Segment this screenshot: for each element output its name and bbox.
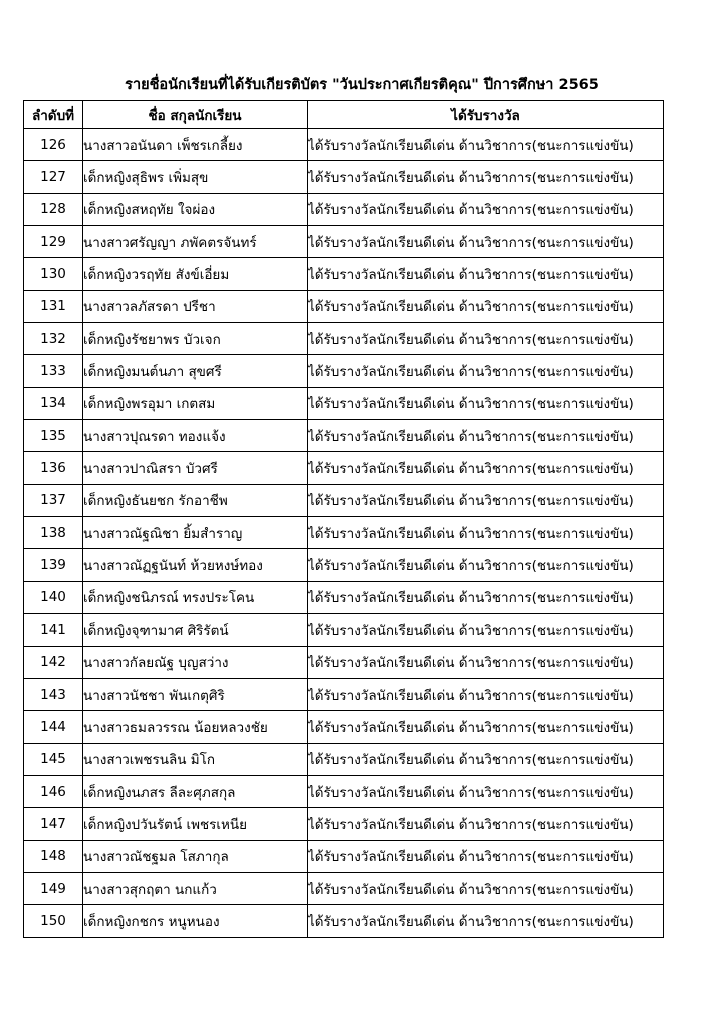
table-row bbox=[24, 193, 664, 225]
student-name: นางสาวสุกฤตา นกแก้ว bbox=[83, 872, 308, 904]
row-number: 141 bbox=[24, 614, 83, 646]
student-name: นางสาวณัฏฐนันท์ ห้วยหงษ์ทอง bbox=[83, 549, 308, 581]
award-text: ได้รับรางวัลนักเรียนดีเด่น ด้านวิชาการ(ชนะการแข่งขัน) bbox=[308, 872, 664, 904]
student-name: เด็กหญิงกชกร หนูหนอง bbox=[83, 905, 308, 937]
award-text: ได้รับรางวัลนักเรียนดีเด่น ด้านวิชาการ(ชนะการแข่งขัน) bbox=[308, 258, 664, 290]
award-text: ได้รับรางวัลนักเรียนดีเด่น ด้านวิชาการ(ชนะการแข่งขัน) bbox=[308, 452, 664, 484]
table-row bbox=[24, 161, 664, 193]
student-name: เด็กหญิงรัชยาพร บัวเจก bbox=[83, 323, 308, 355]
table-row bbox=[24, 808, 664, 840]
award-text: ได้รับรางวัลนักเรียนดีเด่น ด้านวิชาการ(ชนะการแข่งขัน) bbox=[308, 905, 664, 937]
award-text: ได้รับรางวัลนักเรียนดีเด่น ด้านวิชาการ(ชนะการแข่งขัน) bbox=[308, 678, 664, 710]
row-number: 146 bbox=[24, 775, 83, 807]
row-number: 144 bbox=[24, 711, 83, 743]
table-row bbox=[24, 129, 664, 161]
row-number: 130 bbox=[24, 258, 83, 290]
award-text: ได้รับรางวัลนักเรียนดีเด่น ด้านวิชาการ(ชนะการแข่งขัน) bbox=[308, 743, 664, 775]
award-table bbox=[23, 100, 664, 938]
table-row bbox=[24, 614, 664, 646]
student-name: นางสาวอนันดา เพ็ชรเกลี้ยง bbox=[83, 129, 308, 161]
row-number: 134 bbox=[24, 387, 83, 419]
award-text: ได้รับรางวัลนักเรียนดีเด่น ด้านวิชาการ(ชนะการแข่งขัน) bbox=[308, 484, 664, 516]
award-text: ได้รับรางวัลนักเรียนดีเด่น ด้านวิชาการ(ชนะการแข่งขัน) bbox=[308, 517, 664, 549]
table-row bbox=[24, 872, 664, 904]
table-row bbox=[24, 290, 664, 322]
student-name: นางสาวณัฐณิชา ยิ้มสำราญ bbox=[83, 517, 308, 549]
table-row bbox=[24, 549, 664, 581]
table-row bbox=[24, 646, 664, 678]
award-text: ได้รับรางวัลนักเรียนดีเด่น ด้านวิชาการ(ชนะการแข่งขัน) bbox=[308, 323, 664, 355]
award-text: ได้รับรางวัลนักเรียนดีเด่น ด้านวิชาการ(ชนะการแข่งขัน) bbox=[308, 840, 664, 872]
row-number: 133 bbox=[24, 355, 83, 387]
row-number: 126 bbox=[24, 129, 83, 161]
award-text: ได้รับรางวัลนักเรียนดีเด่น ด้านวิชาการ(ชนะการแข่งขัน) bbox=[308, 549, 664, 581]
student-name: นางสาวนัชชา พันเกตุศิริ bbox=[83, 678, 308, 710]
student-name: เด็กหญิงพรอุมา เกตสม bbox=[83, 387, 308, 419]
row-number: 137 bbox=[24, 484, 83, 516]
table-row bbox=[24, 323, 664, 355]
table-row bbox=[24, 840, 664, 872]
row-number: 140 bbox=[24, 581, 83, 613]
student-name: เด็กหญิงธันยชก รักอาชีพ bbox=[83, 484, 308, 516]
student-name: เด็กหญิงจุฑามาศ ศิริรัตน์ bbox=[83, 614, 308, 646]
table-row bbox=[24, 678, 664, 710]
table-row bbox=[24, 258, 664, 290]
row-number: 142 bbox=[24, 646, 83, 678]
row-number: 136 bbox=[24, 452, 83, 484]
award-text: ได้รับรางวัลนักเรียนดีเด่น ด้านวิชาการ(ชนะการแข่งขัน) bbox=[308, 161, 664, 193]
student-name: นางสาวปุณรดา ทองแจ้ง bbox=[83, 420, 308, 452]
table-row bbox=[24, 517, 664, 549]
student-name: เด็กหญิงสหฤทัย ใจผ่อง bbox=[83, 193, 308, 225]
student-name: นางสาวปาณิสรา บัวศรี bbox=[83, 452, 308, 484]
student-name: เด็กหญิงวรฤทัย สังข์เอี่ยม bbox=[83, 258, 308, 290]
table-row bbox=[24, 226, 664, 258]
header-award: ได้รับรางวัล bbox=[308, 101, 664, 129]
award-text: ได้รับรางวัลนักเรียนดีเด่น ด้านวิชาการ(ชนะการแข่งขัน) bbox=[308, 420, 664, 452]
student-name: นางสาวณัชฐมล โสภากุล bbox=[83, 840, 308, 872]
award-text: ได้รับรางวัลนักเรียนดีเด่น ด้านวิชาการ(ชนะการแข่งขัน) bbox=[308, 614, 664, 646]
student-name: เด็กหญิงนภสร ลีละศุภสกุล bbox=[83, 775, 308, 807]
award-text: ได้รับรางวัลนักเรียนดีเด่น ด้านวิชาการ(ชนะการแข่งขัน) bbox=[308, 775, 664, 807]
student-name: นางสาวธมลวรรณ น้อยหลวงชัย bbox=[83, 711, 308, 743]
header-row bbox=[24, 101, 664, 129]
table-row bbox=[24, 905, 664, 937]
student-name: นางสาวศรัญญา ภพัคตรจันทร์ bbox=[83, 226, 308, 258]
award-text: ได้รับรางวัลนักเรียนดีเด่น ด้านวิชาการ(ชนะการแข่งขัน) bbox=[308, 226, 664, 258]
header-no: ลำดับที่ bbox=[24, 101, 83, 129]
row-number: 135 bbox=[24, 420, 83, 452]
student-name: นางสาวเพชรนลิน มิโก bbox=[83, 743, 308, 775]
row-number: 138 bbox=[24, 517, 83, 549]
table-body bbox=[24, 129, 664, 938]
award-text: ได้รับรางวัลนักเรียนดีเด่น ด้านวิชาการ(ชนะการแข่งขัน) bbox=[308, 290, 664, 322]
award-text: ได้รับรางวัลนักเรียนดีเด่น ด้านวิชาการ(ชนะการแข่งขัน) bbox=[308, 808, 664, 840]
row-number: 147 bbox=[24, 808, 83, 840]
student-name: นางสาวลภัสรดา ปรีชา bbox=[83, 290, 308, 322]
student-name: เด็กหญิงชนิภรณ์ ทรงประโคน bbox=[83, 581, 308, 613]
row-number: 127 bbox=[24, 161, 83, 193]
row-number: 132 bbox=[24, 323, 83, 355]
row-number: 131 bbox=[24, 290, 83, 322]
award-text: ได้รับรางวัลนักเรียนดีเด่น ด้านวิชาการ(ชนะการแข่งขัน) bbox=[308, 711, 664, 743]
row-number: 129 bbox=[24, 226, 83, 258]
table-row bbox=[24, 711, 664, 743]
award-text: ได้รับรางวัลนักเรียนดีเด่น ด้านวิชาการ(ชนะการแข่งขัน) bbox=[308, 387, 664, 419]
award-text: ได้รับรางวัลนักเรียนดีเด่น ด้านวิชาการ(ชนะการแข่งขัน) bbox=[308, 129, 664, 161]
row-number: 139 bbox=[24, 549, 83, 581]
table-header bbox=[24, 101, 664, 129]
row-number: 148 bbox=[24, 840, 83, 872]
table-row bbox=[24, 581, 664, 613]
student-name: เด็กหญิงปวันรัตน์ เพชรเหนีย bbox=[83, 808, 308, 840]
row-number: 128 bbox=[24, 193, 83, 225]
award-text: ได้รับรางวัลนักเรียนดีเด่น ด้านวิชาการ(ชนะการแข่งขัน) bbox=[308, 355, 664, 387]
table-row bbox=[24, 484, 664, 516]
award-text: ได้รับรางวัลนักเรียนดีเด่น ด้านวิชาการ(ชนะการแข่งขัน) bbox=[308, 646, 664, 678]
row-number: 143 bbox=[24, 678, 83, 710]
award-text: ได้รับรางวัลนักเรียนดีเด่น ด้านวิชาการ(ชนะการแข่งขัน) bbox=[308, 581, 664, 613]
header-name: ชื่อ สกุลนักเรียน bbox=[83, 101, 308, 129]
student-name: เด็กหญิงสุธิพร เพิ่มสุข bbox=[83, 161, 308, 193]
page-title: รายชื่อนักเรียนที่ได้รับเกียรติบัตร "วันประกาศเกียรติคุณ" ปีการศึกษา 2565 bbox=[125, 77, 599, 93]
student-name: เด็กหญิงมนต์นภา สุขศรี bbox=[83, 355, 308, 387]
table-row bbox=[24, 775, 664, 807]
row-number: 145 bbox=[24, 743, 83, 775]
table-row bbox=[24, 420, 664, 452]
student-name: นางสาวกัลยณัฐ บุญสว่าง bbox=[83, 646, 308, 678]
table-row bbox=[24, 355, 664, 387]
award-text: ได้รับรางวัลนักเรียนดีเด่น ด้านวิชาการ(ชนะการแข่งขัน) bbox=[308, 193, 664, 225]
row-number: 150 bbox=[24, 905, 83, 937]
table-row bbox=[24, 387, 664, 419]
table-row bbox=[24, 452, 664, 484]
row-number: 149 bbox=[24, 872, 83, 904]
table-row bbox=[24, 743, 664, 775]
